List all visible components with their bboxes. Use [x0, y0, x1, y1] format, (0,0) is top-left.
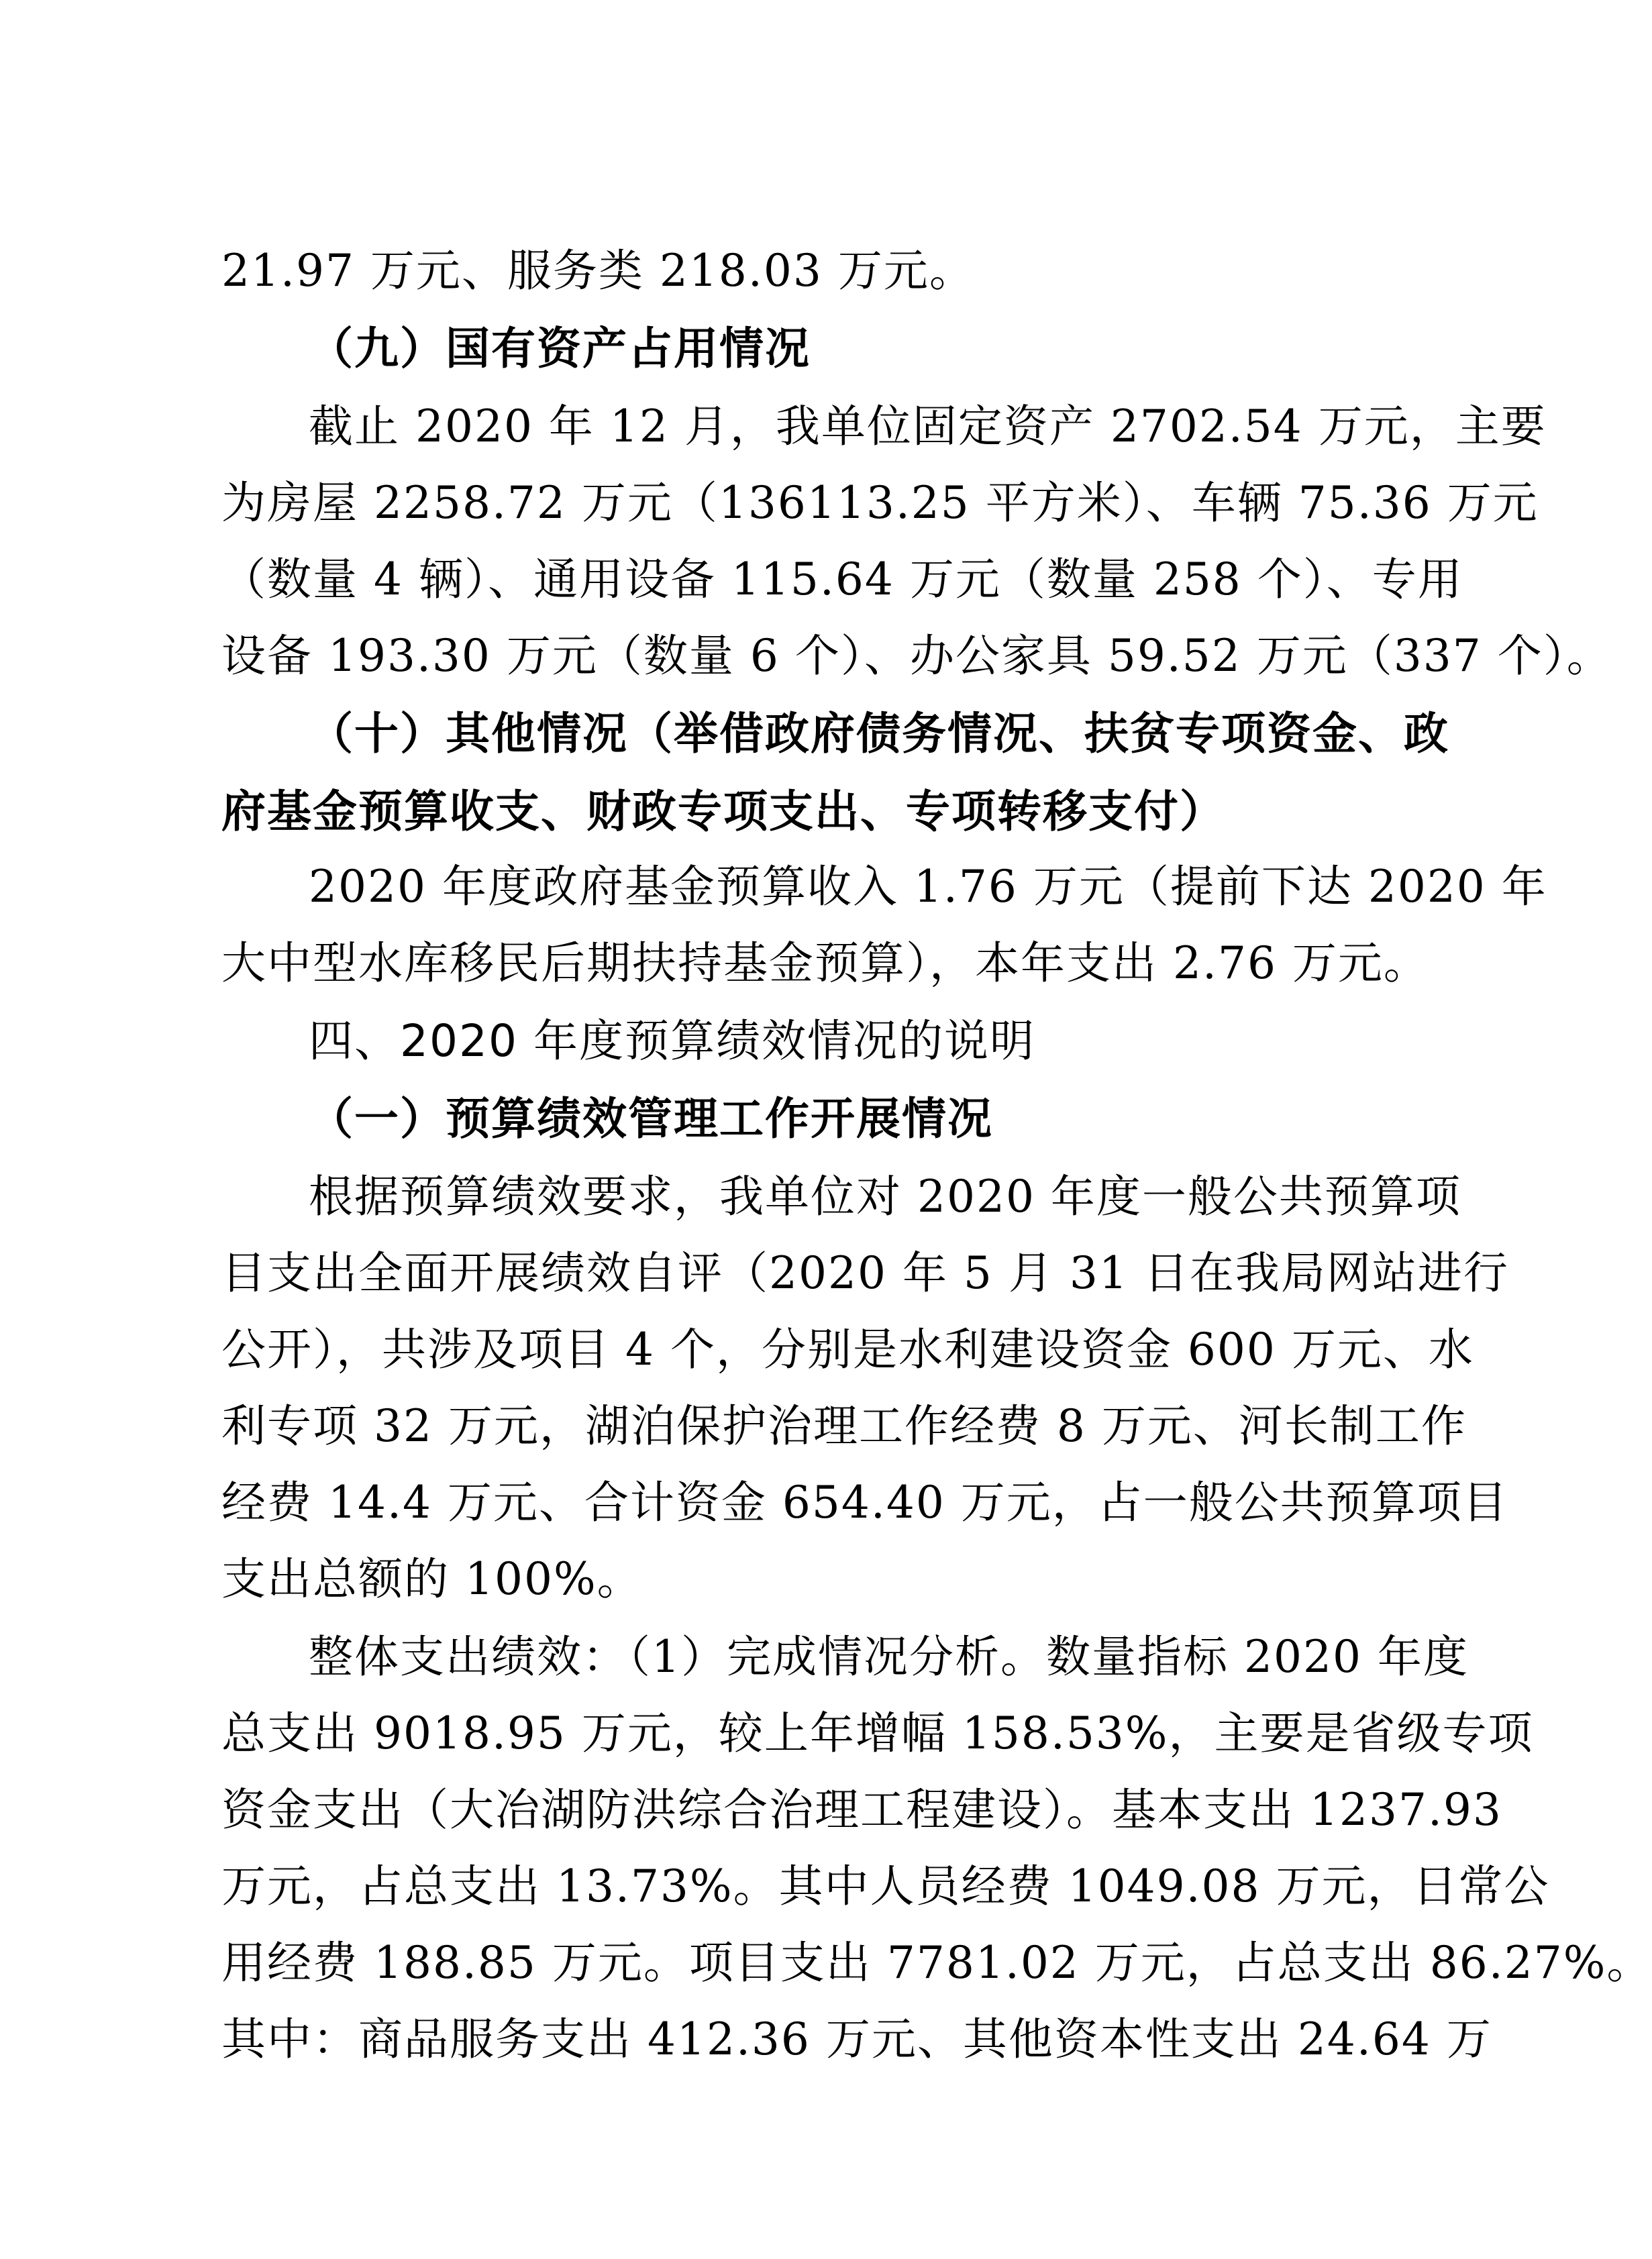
paragraph-line: 公开），共涉及项目 4 个，分别是水利建设资金 600 万元、水 [221, 1324, 1474, 1375]
section-heading-9: （九）国有资产占用情况 [309, 323, 811, 374]
paragraph-line: （数量 4 辆）、通用设备 115.64 万元（数量 258 个）、专用 [221, 554, 1463, 605]
paragraph-line: 万元，占总支出 13.73%。其中人员经费 1049.08 万元，日常公 [221, 1860, 1550, 1912]
paragraph-line: 大中型水库移民后期扶持基金预算），本年支出 2.76 万元。 [221, 937, 1429, 989]
paragraph-line: 总支出 9018.95 万元，较上年增幅 158.53%，主要是省级专项 [221, 1708, 1534, 1759]
paragraph-line: 用经费 188.85 万元。项目支出 7781.02 万元，占总支出 86.27%。 [221, 1937, 1652, 1989]
section-heading-10-cont: 府基金预算收支、财政专项支出、专项转移支付） [221, 786, 1225, 837]
paragraph-line: 经费 14.4 万元、合计资金 654.40 万元，占一般公共预算项目 [221, 1477, 1508, 1528]
paragraph-line: 2020 年度政府基金预算收入 1.76 万元（提前下达 2020 年 [309, 861, 1547, 912]
paragraph-line: 根据预算绩效要求，我单位对 2020 年度一般公共预算项 [309, 1171, 1461, 1222]
paragraph-line: 利专项 32 万元，湖泊保护治理工作经费 8 万元、河长制工作 [221, 1400, 1467, 1452]
section-heading-10: （十）其他情况（举借政府债务情况、扶贫专项资金、政 [309, 708, 1449, 759]
paragraph-line: 截止 2020 年 12 月，我单位固定资产 2702.54 万元，主要 [309, 401, 1547, 452]
paragraph-line: 目支出全面开展绩效自评（2020 年 5 月 31 日在我局网站进行 [221, 1247, 1509, 1299]
chapter-heading-4: 四、2020 年度预算绩效情况的说明 [309, 1015, 1035, 1067]
paragraph-line: 其中：商品服务支出 412.36 万元、其他资本性支出 24.64 万 [221, 2013, 1492, 2065]
paragraph-line: 21.97 万元、服务类 218.03 万元。 [221, 245, 975, 297]
section-heading-1: （一）预算绩效管理工作开展情况 [309, 1093, 993, 1145]
paragraph-line: 资金支出（大冶湖防洪综合治理工程建设）。基本支出 1237.93 [221, 1784, 1502, 1836]
paragraph-line: 为房屋 2258.72 万元（136113.25 平方米）、车辆 75.36 万元 [221, 477, 1539, 529]
paragraph-line: 设备 193.30 万元（数量 6 个）、办公家具 59.52 万元（337 个）。 [221, 630, 1612, 682]
paragraph-line: 支出总额的 100%。 [221, 1553, 643, 1605]
paragraph-line: 整体支出绩效：（1）完成情况分析。数量指标 2020 年度 [309, 1631, 1469, 1683]
